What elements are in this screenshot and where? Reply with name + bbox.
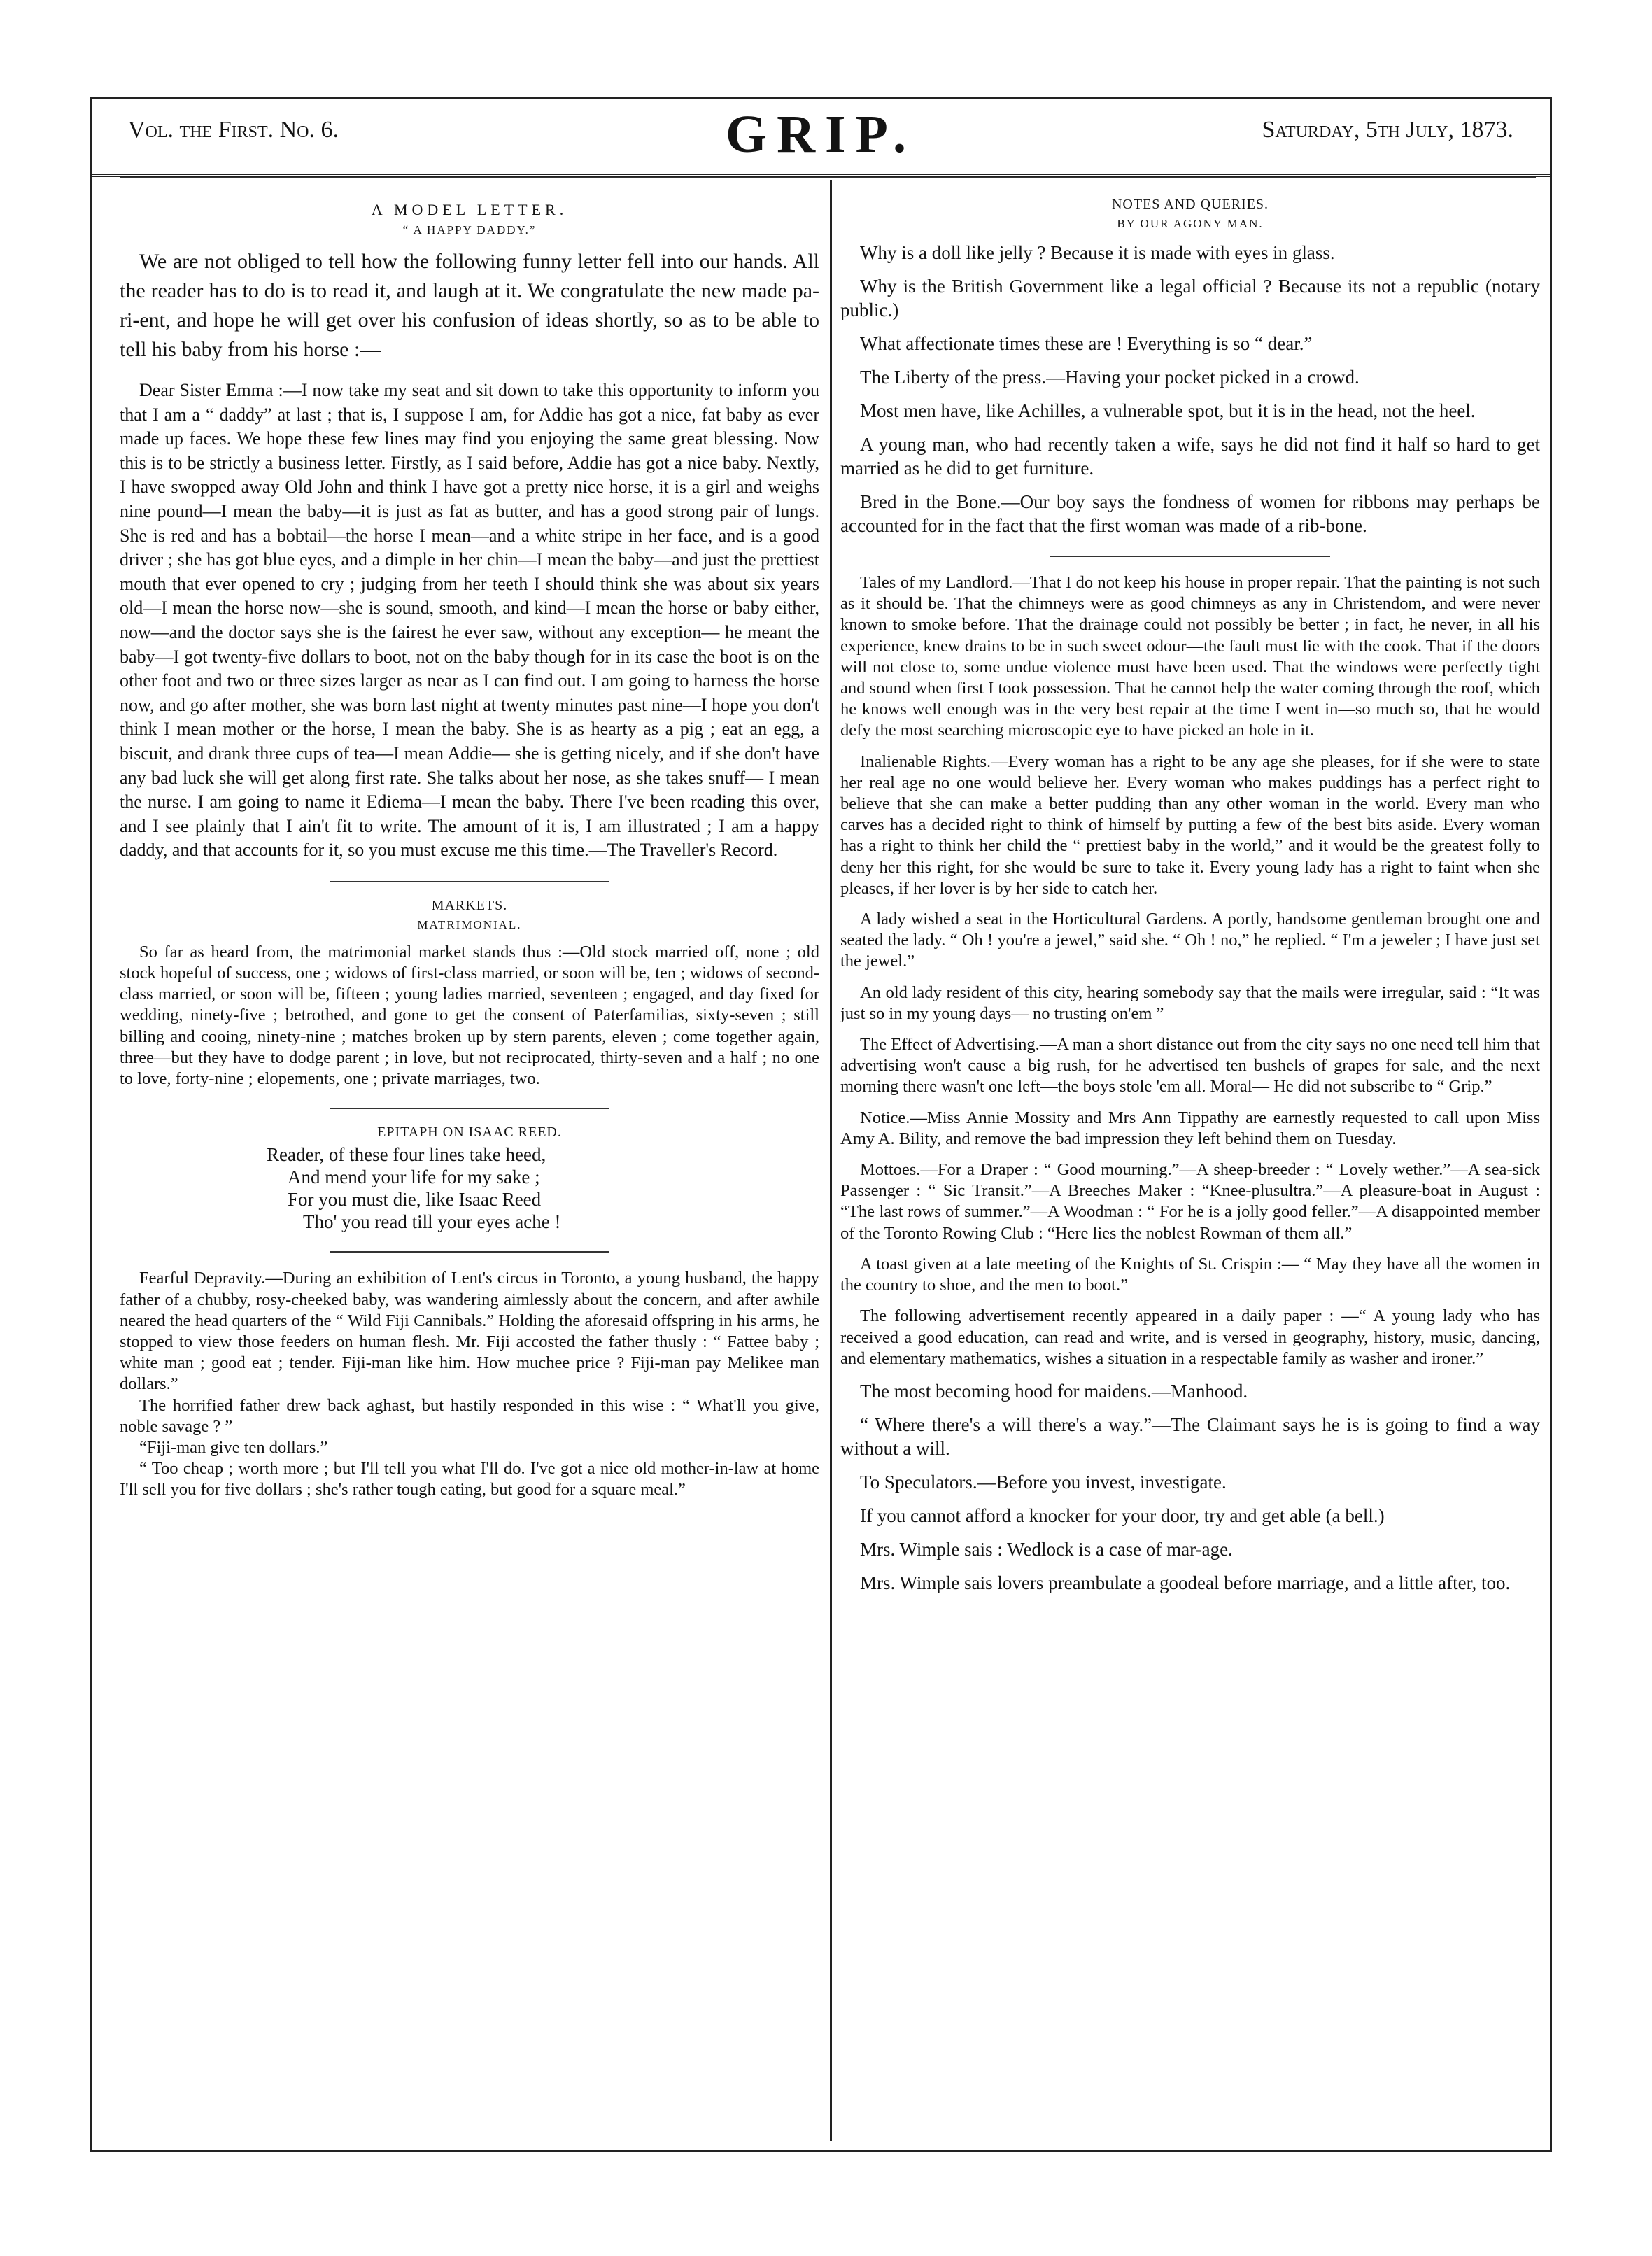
volume-number: Vol. the First. No. 6.: [128, 117, 339, 143]
separator: [330, 1108, 609, 1109]
newspaper-page: [90, 97, 1552, 2152]
note-item: A young man, who had recently taken a wife, says he did not find it half so hard to get married as he did to get furniture.: [840, 434, 1540, 479]
article-paragraph: The following advertisement recently appeared in a daily paper : —“ A young lady who has received a good education, can read and write, and is versed in geography, history, music, dancing, and elementary mathematics, wishes a situation in a respectable family as washer and ironer.”: [840, 1306, 1540, 1368]
poem-line: For you must die, like Isaac Reed: [288, 1189, 542, 1211]
section-heading: NOTES AND QUERIES.: [1111, 197, 1269, 212]
masthead: [92, 99, 1550, 177]
article-paragraph: To Speculators.—Before you invest, investigate.: [860, 1471, 1227, 1493]
article-intro: We are not obliged to tell how the following funny letter fell into our hands. All the reader has to do is to read it, and laugh at it. We congratulate the new made pa-ri-ent, and hope he will get over his confusion of ideas shortly, so as to be able to tell his baby from his horse :—: [120, 250, 819, 361]
article-paragraph: “ Too cheap ; worth more ; but I'll tell you what I'll do. I've got a nice old mother-in-law at home I'll sell you for five dollars ; she's rather tough eating, but good for a square meal.”: [120, 1459, 819, 1500]
article-paragraph: “Fiji-man give ten dollars.”: [139, 1437, 328, 1457]
article-subheading: “ A HAPPY DADDY.”: [402, 223, 537, 237]
article-paragraph: Mrs. Wimple sais : Wedlock is a case of mar-age.: [860, 1538, 1233, 1560]
note-item: Why is the British Government like a legal official ? Because its not a republic (notary public.): [840, 276, 1540, 320]
article-paragraph: A toast given at a late meeting of the Knights of St. Crispin :— “ May they have all the women in the country to shoe, and the men to boot.”: [840, 1254, 1540, 1295]
separator: [1050, 556, 1330, 557]
right-column: [840, 180, 1540, 2146]
article-paragraph: Inalienable Rights.—Every woman has a right to be any age she pleases, for if she were to state her real age no one would believe her. Every woman who makes puddings has a perfect right to believe that she can make a better pudding than any other woman in the world. Every man who carves has a decided right to think of himself by putting a few of the best bits aside. Every woman has a right to think her child the “ prettiest baby in the world,” and it would be the greatest folly to deny her this right, for she would be sure to take it. Every young lady has a right to faint when she pleases, if her lover is by her side to catch her.: [840, 752, 1540, 898]
letter-text: Dear Sister Emma :—I now take my seat and sit down to take this opportunity to inform you that I am a “ daddy” at last ; that is, I suppose I am, for Addie has got a nice, fat baby as ever made up faces. We hope these few lines may find you enjoying the same great blessing. Now this is to be strictly a business letter. Firstly, as I said before, Addie has got a nice baby. Nextly, I have swopped away Old John and think I have got a pretty nice horse, it is a girl and weighs nine pound—I mean the baby—it is just as fat as butter, and has a good strong pair of lungs. She is red and has a bobtail—the horse I mean—and a white stripe in her face, and is a good driver ; she has got blue eyes, and a dimple in her chin—I mean the baby—and just the prettiest mouth that ever opened to cry ; judging from her teeth I should think she was about six years old—I mean the horse now—she is sound, smooth, and kind—I mean the horse or baby either, now—and the doctor says she is the fairest he ever saw, without any exception— he meant the baby—I got twenty-five dollars to boot, not on the baby though for in its case the boot is on the other foot and two or three sizes larger as near as I can find out. I am going to harness the horse now, and go after mother, she was born last night at twenty minutes past nine—I hope you don't think I mean mother or the horse, I mean the baby. She is as hearty as a pig ; eat an egg, a biscuit, and drank three cups of tea—I mean Addie— she is getting nicely, and if she don't have any bad luck she will get along first rate. She talks about her nose, as she takes snuff— I mean the nurse. I am going to name it Ediema—I mean the baby. There I've been reading this over, and I see plainly that I ain't fit to write. The amount of it is, I am illustrated ; I am a happy daddy, and that accounts for it, so you must excuse me this time.—The Traveller's Record.: [120, 380, 819, 861]
article-paragraph: Mottoes.—For a Draper : “ Good mourning.”—A sheep-breeder : “ Lovely wether.”—A sea-sick Passenger : “ Sic Transit.”—A Breeches Maker : “Knee-plusultra.”—A pleasure-boat in August : “The last rows of summer.”—A Woodman : “ For he is a jolly good feller.”—A disappointed member of the Toronto Rowing Club : “Here lies the noblest Rowman of them all.”: [840, 1160, 1540, 1243]
note-item: Bred in the Bone.—Our boy says the fondness of women for ribbons may perhaps be accounted for in the fact that the first woman was made of a rib-bone.: [840, 491, 1540, 536]
article-paragraph: Mrs. Wimple sais lovers preambulate a goodeal before marriage, and a little after, too.: [860, 1572, 1511, 1593]
poem-line: And mend your life for my sake ;: [288, 1166, 540, 1188]
left-column: [120, 180, 819, 2146]
article-heading: A MODEL LETTER.: [371, 201, 568, 218]
article-paragraph: Fearful Depravity.—During an exhibition of Lent's circus in Toronto, a young husband, the happy father of a chubby, rosy-cheeked baby, was wandering aimlessly about the concern, and after awhile neared the head quarters of the “ Wild Fiji Cannibals.” Holding the aforesaid offspring in his arms, he stopped to view those feeders on human flesh. Mr. Fiji accosted the father thusly : “ Fattee baby ; white man ; good eat ; tender. Fiji-man like him. How muchee price ? Fiji-man pay Melikee man dollars.”: [120, 1269, 819, 1394]
separator: [330, 1251, 609, 1253]
article-paragraph: The most becoming hood for maidens.—Manhood.: [860, 1380, 1248, 1402]
article-paragraph: An old lady resident of this city, hearing somebody say that the mails were irregular, said : “It was just so in my young days— no trusting on'em ”: [840, 982, 1540, 1023]
publication-title: GRIP.: [725, 105, 917, 164]
section-heading: MARKETS.: [431, 897, 508, 913]
article-paragraph: The Effect of Advertising.—A man a short distance out from the city says no one need tell him that advertising won't cause a big rush, for he advertised ten bushels of grapes for sale, and the next morning there wasn't one left—the boys stole 'em all. Moral— He did not subscribe to “ Grip.”: [840, 1035, 1540, 1097]
issue-date: Saturday, 5th July, 1873.: [1262, 117, 1513, 143]
article-paragraph: If you cannot afford a knocker for your door, try and get able (a bell.): [860, 1504, 1385, 1526]
section-heading: EPITAPH ON ISAAC REED.: [377, 1125, 562, 1141]
rule: [120, 177, 1536, 178]
note-item: The Liberty of the press.—Having your pocket picked in a crowd.: [860, 367, 1360, 388]
note-item: Why is a doll like jelly ? Because it is made with eyes in glass.: [860, 242, 1335, 263]
poem-line: Tho' you read till your eyes ache !: [303, 1211, 561, 1233]
note-item: What affectionate times these are ! Everything is so “ dear.”: [860, 333, 1313, 354]
separator: [330, 881, 609, 882]
article-paragraph: “ Where there's a will there's a way.”—The Claimant says he is is going to find a way without a will.: [840, 1413, 1540, 1459]
article-paragraph: Notice.—Miss Annie Mossity and Mrs Ann Tippathy are earnestly requested to call upon Miss Amy A. Bility, and remove the bad impression they left behind them on Tuesday.: [840, 1108, 1540, 1148]
section-subheading: MATRIMONIAL.: [417, 917, 522, 931]
article-paragraph: Tales of my Landlord.—That I do not keep his house in proper repair. That the painting is not such as it should be. That the chimneys were as good chimneys as any in Christendom, and were never known to smoke before. That the drainage could not possibly be better ; in fact, he never, in all his experience, knew drains to be in such sweet odour—the fault must lie with the cook. That if the doors will not close to, some undue violence must have been used. That the windows were perfectly tight and sound when first I took possession. That he cannot help the water coming through the roof, which he knows well enough was in the very best repair at the time I went in—so much so, that he would defy the most searching microscopic eye to have picked an hole in it.: [840, 573, 1540, 740]
markets-text: So far as heard from, the matrimonial market stands thus :—Old stock married off, none ; old stock hopeful of success, one ; widows of first-class married, or soon will be, ten ; widows of second-class married, or soon will be, fifteen ; young ladies married, seventeen ; engaged, and day fixed for wedding, ninety-five ; betrothed, and gone to get the consent of Paterfamilias, sixty-seven ; still billing and cooing, ninety-nine ; matches broken up by stern parents, eleven ; come together again, three—but they have to dodge parent ; in love, but not reciprocated, thirty-seven and a half ; no one to love, forty-nine ; elopements, one ; private marriages, two.: [120, 942, 819, 1089]
article-paragraph: The horrified father drew back aghast, but hastily responded in this wise : “ What'll you give, noble savage ? ”: [120, 1395, 819, 1436]
epitaph-poem: [267, 1143, 819, 1233]
section-subheading: BY OUR AGONY MAN.: [1117, 217, 1264, 230]
note-item: Most men have, like Achilles, a vulnerable spot, but it is in the head, not the heel.: [860, 400, 1476, 421]
article-paragraph: A lady wished a seat in the Horticultural Gardens. A portly, handsome gentleman brought one and seated the lady. “ Oh ! you're a jewel,” said she. “ Oh ! no,” he replied. “ I'm a jeweler ; I have just set the jewel.”: [840, 910, 1540, 971]
poem-line: Reader, of these four lines take heed,: [267, 1144, 546, 1166]
column-divider: [830, 180, 832, 2141]
